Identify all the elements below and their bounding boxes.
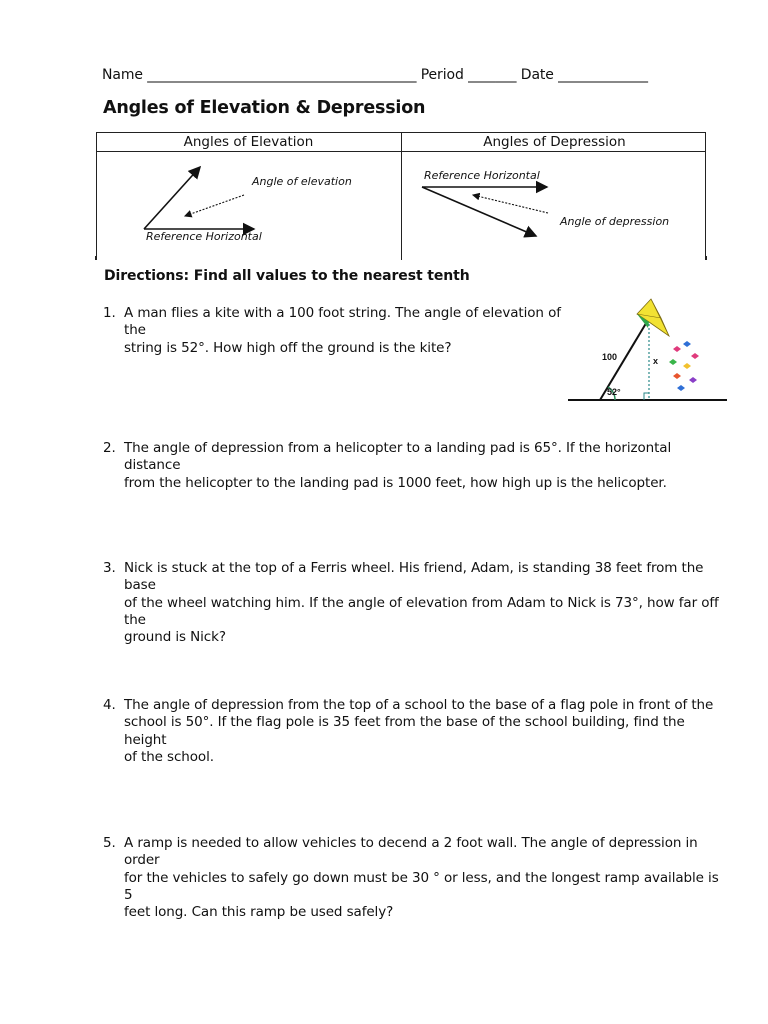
kite-illustration xyxy=(565,294,730,406)
kite-tail xyxy=(669,341,699,391)
elevation-column-heading: Angles of Elevation xyxy=(183,134,314,150)
problem-text xyxy=(124,560,723,646)
depression-column-heading: Angles of Depression xyxy=(483,134,626,150)
problem-line: from the helicopter to the landing pad is 1000 feet, how high up is the helicopter. xyxy=(124,474,667,491)
problem-number: 4. xyxy=(103,697,116,713)
depression-angle-label: Angle of depression xyxy=(560,215,670,228)
problem-number: 3. xyxy=(103,560,116,576)
height-variable-label: x xyxy=(653,356,659,366)
elevation-horizontal-label: Reference Horizontal xyxy=(146,230,262,243)
problem-line: ground is Nick? xyxy=(124,629,226,646)
depression-sight-arrow xyxy=(422,187,536,236)
directions-text: Directions: Find all values to the nearest tenth xyxy=(104,268,470,284)
problem-line: of the school. xyxy=(124,748,214,765)
kite-tail-bow xyxy=(673,373,681,379)
problem-number: 1. xyxy=(103,305,116,321)
problem-line: for the vehicles to safely go down must be 30 ° or less, and the longest ramp available is 5 xyxy=(124,869,719,903)
problem-text xyxy=(124,305,573,357)
kite-tail-bow xyxy=(689,377,697,383)
problem-line: The angle of depression from a helicopter to a landing pad is 65°. If the horizontal distance xyxy=(124,440,672,474)
elevation-sight-arrow xyxy=(144,167,200,229)
problem-number: 2. xyxy=(103,440,116,456)
problem-line: school is 50°. If the flag pole is 35 feet from the base of the school building, find the height xyxy=(124,714,685,748)
problem-line: string is 52°. How high off the ground is the kite? xyxy=(124,339,452,356)
name-period-date-line: Name _______________________________________ Period _______ Date _____________ xyxy=(102,67,648,83)
kite-tail-bow xyxy=(677,385,685,391)
problem-number: 5. xyxy=(103,835,116,851)
problem-text xyxy=(124,835,723,921)
worksheet-title: Angles of Elevation & Depression xyxy=(103,98,426,118)
kite-tail-bow xyxy=(669,359,677,365)
problem-line: A man flies a kite with a 100 foot string. The angle of elevation of the xyxy=(124,305,561,339)
kite-figure xyxy=(565,294,730,406)
elevation-diagram xyxy=(96,152,401,260)
problem-line: The angle of depression from the top of a school to the base of a flag pole in front of the xyxy=(124,697,714,713)
string-length-label: 100 xyxy=(602,352,618,362)
depression-angle-pointer xyxy=(473,195,548,213)
problem-line: A ramp is needed to allow vehicles to decend a 2 foot wall. The angle of depression in order xyxy=(124,835,698,869)
kite-tail-bow xyxy=(683,363,691,369)
kite-tail-bow xyxy=(683,341,691,347)
depression-horizontal-label: Reference Horizontal xyxy=(424,169,540,182)
problem-line: of the wheel watching him. If the angle of elevation from Adam to Nick is 73°, how far off the xyxy=(124,594,719,628)
elevation-angle-label: Angle of elevation xyxy=(252,175,352,188)
problem-text xyxy=(124,697,723,766)
problem-line: Nick is stuck at the top of a Ferris wheel. His friend, Adam, is standing 38 feet from the base xyxy=(124,560,704,594)
right-angle-marker xyxy=(644,393,649,400)
problem-line: feet long. Can this ramp be used safely? xyxy=(124,904,394,921)
kite-tail-bow xyxy=(673,346,681,352)
angle-value-label: 52° xyxy=(607,387,621,397)
reference-table xyxy=(96,132,706,260)
kite-tail-bow xyxy=(691,353,699,359)
elevation-angle-pointer xyxy=(185,195,244,216)
problem-text xyxy=(124,440,723,492)
